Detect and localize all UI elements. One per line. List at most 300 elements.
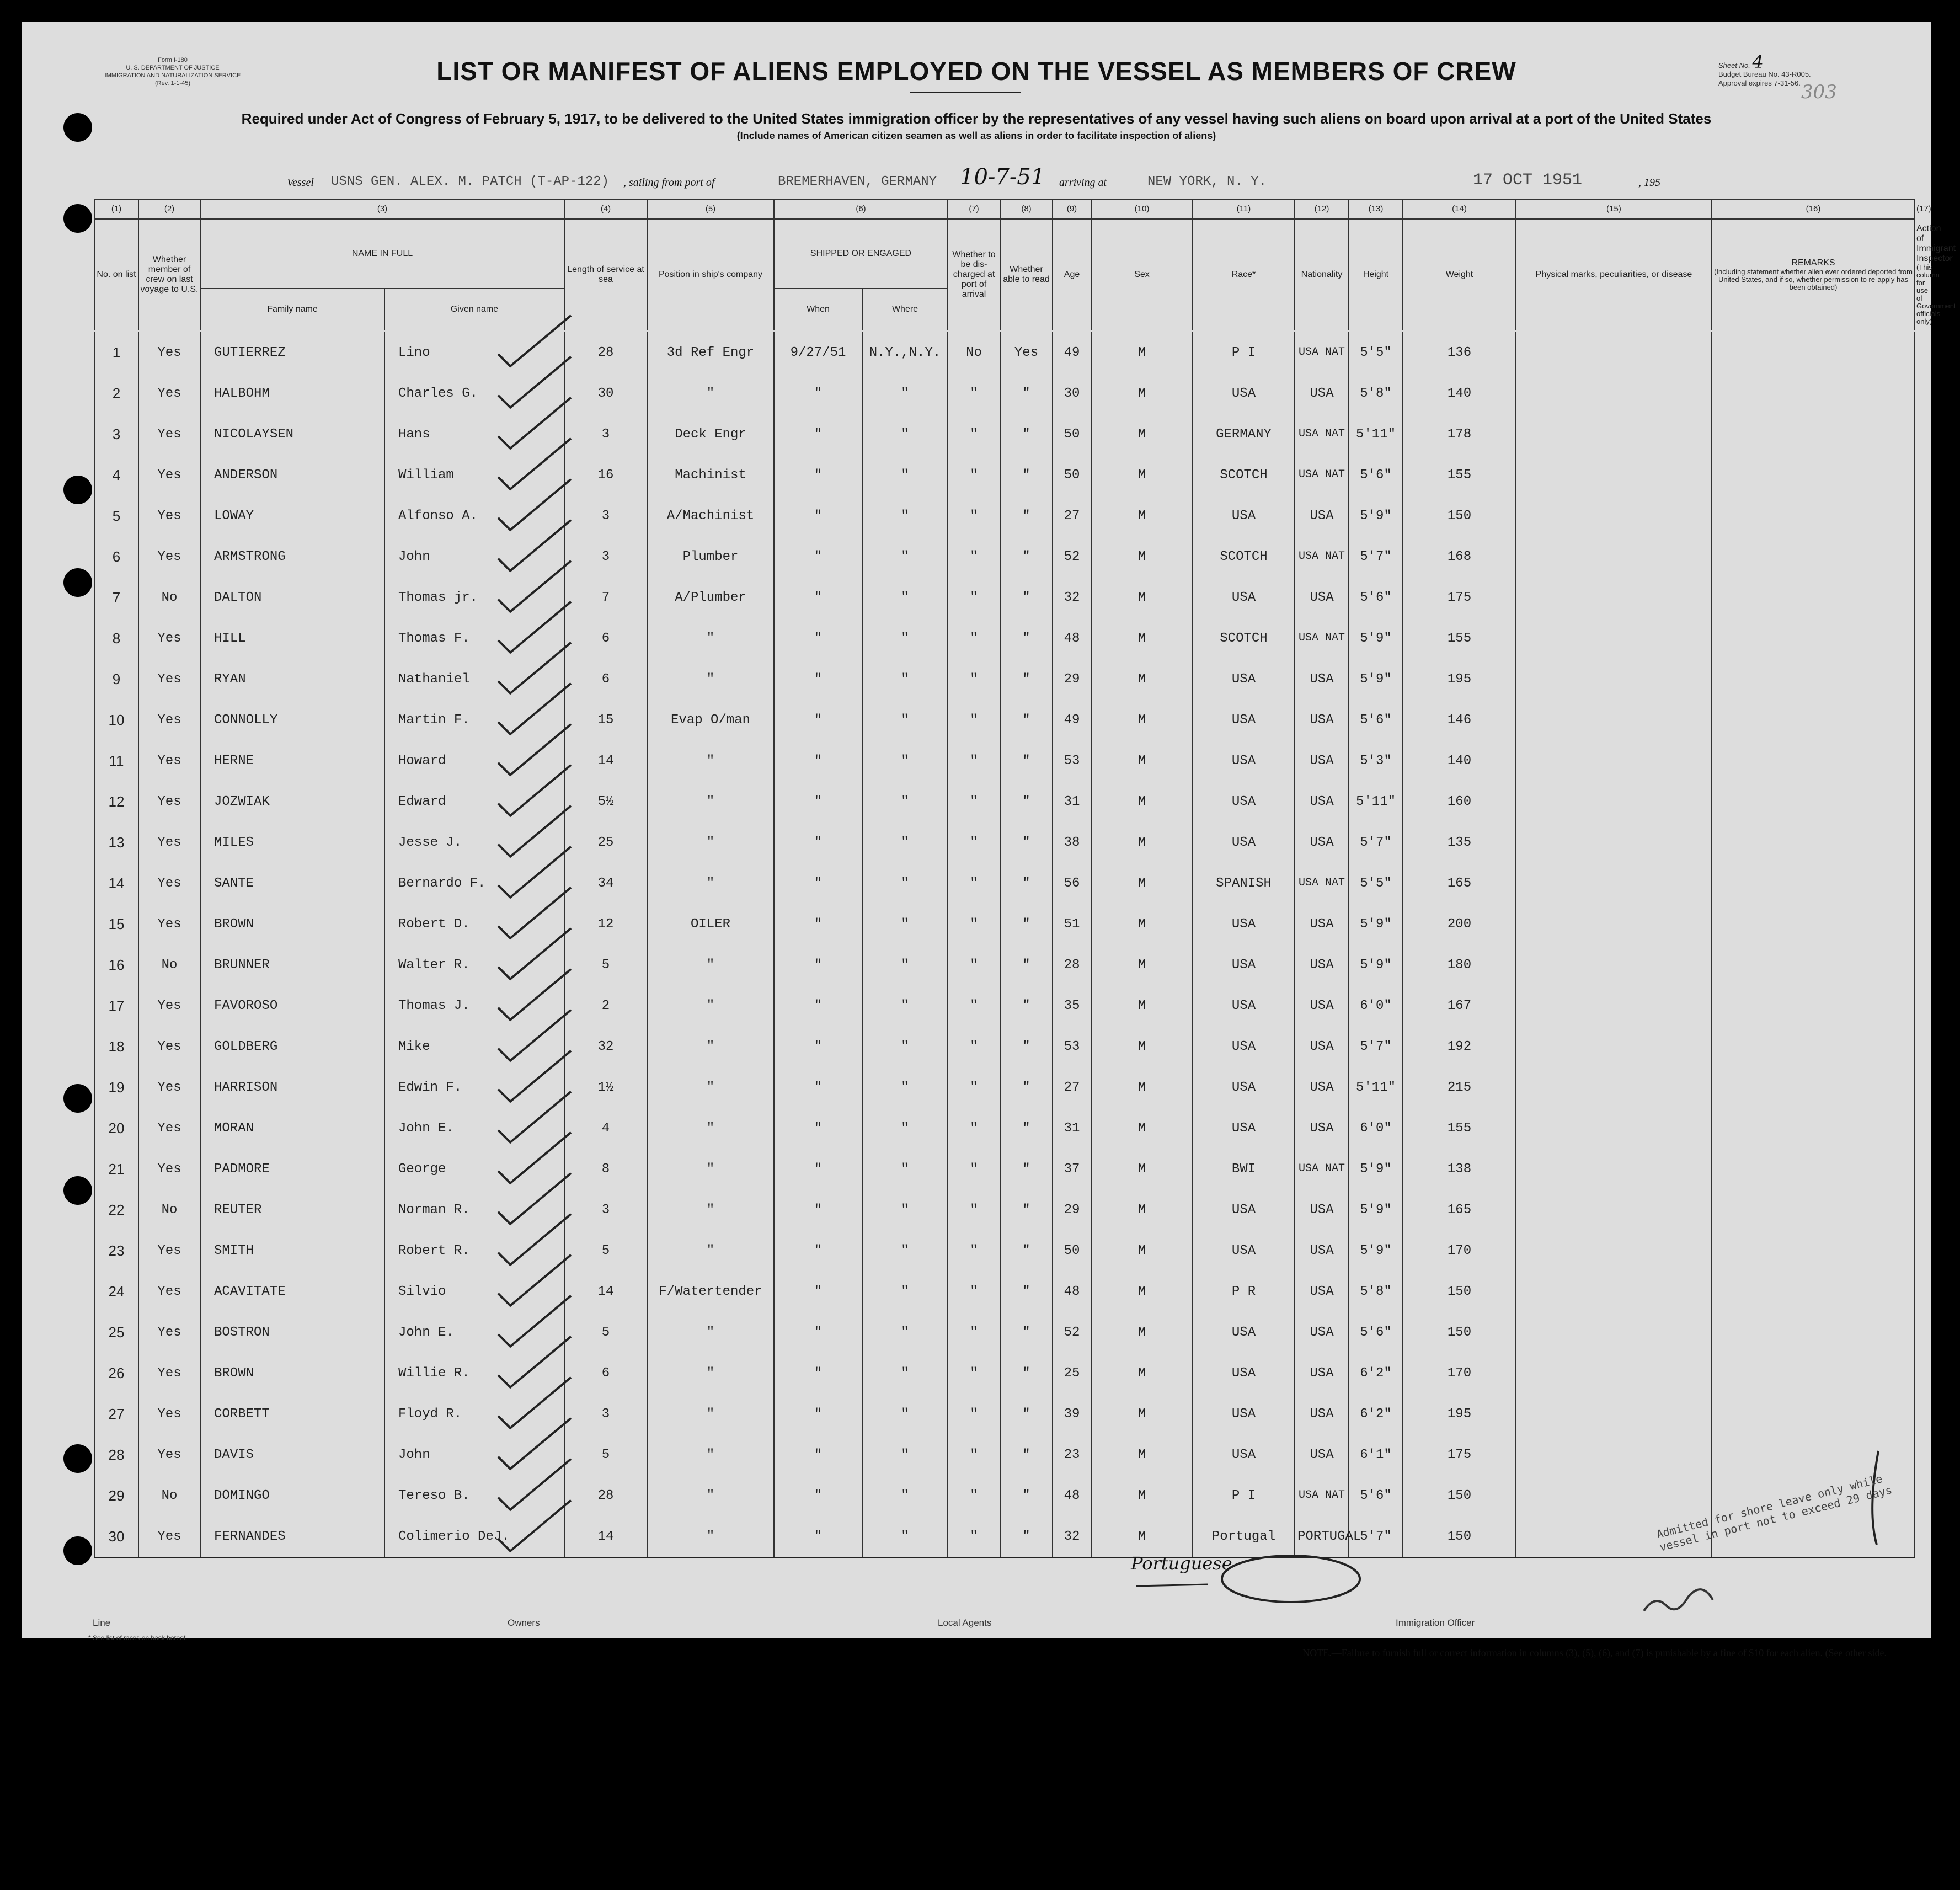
requirement-text: Required under Act of Congress of February 5, 1917, to be delivered to the United States immigration officer by the representatives of any vessel having such aliens on board upon arrival at a port of the United States — [241, 110, 1712, 127]
budget-number: Budget Bureau No. 43-R005. — [1718, 70, 1811, 78]
position: " — [647, 1394, 774, 1434]
header-age: Age — [1053, 219, 1091, 331]
age: 28 — [1053, 944, 1091, 985]
weight: 155 — [1403, 618, 1516, 659]
col-num-2: (2) — [138, 199, 200, 219]
shipped-when: " — [774, 1067, 862, 1108]
discharged: " — [948, 1434, 1000, 1475]
shipped-when: " — [774, 700, 862, 740]
height: 6'1" — [1349, 1434, 1403, 1475]
sex: M — [1091, 781, 1193, 822]
page-title: LIST OR MANIFEST OF ALIENS EMPLOYED ON THE VESSEL AS MEMBERS OF CREW — [436, 57, 1516, 86]
race: USA — [1193, 985, 1295, 1026]
race: USA — [1193, 822, 1295, 863]
position: " — [647, 1475, 774, 1516]
sex: M — [1091, 1271, 1193, 1312]
shipped-when: " — [774, 904, 862, 944]
position: " — [647, 1067, 774, 1108]
punch-hole — [63, 113, 92, 142]
shipped-when: " — [774, 1271, 862, 1312]
family-name: BROWN — [200, 1353, 384, 1394]
punch-hole — [63, 1084, 92, 1113]
height: 5'9" — [1349, 944, 1403, 985]
header-when: When — [774, 289, 862, 331]
header-race: Race* — [1193, 219, 1295, 331]
shipped-when: " — [774, 822, 862, 863]
age: 48 — [1053, 1475, 1091, 1516]
shipped-where: " — [862, 1312, 948, 1353]
able-to-read: " — [1000, 1312, 1053, 1353]
weight: 136 — [1403, 331, 1516, 373]
position: F/Watertender — [647, 1271, 774, 1312]
age: 50 — [1053, 455, 1091, 495]
given-name: Nathaniel — [384, 659, 564, 700]
shipped-where: " — [862, 863, 948, 904]
strike-through-mark — [1136, 1584, 1208, 1586]
row-number: 3 — [94, 414, 138, 455]
height: 5'6" — [1349, 1475, 1403, 1516]
discharged: " — [948, 373, 1000, 414]
race: USA — [1193, 1312, 1295, 1353]
admitted-stamp: Admitted for shore leave only while vessel in port not to exceed 29 days — [1655, 1472, 1894, 1554]
nationality: USA — [1295, 1108, 1349, 1149]
race: USA — [1193, 1026, 1295, 1067]
given-name: Walter R. — [384, 944, 564, 985]
age: 38 — [1053, 822, 1091, 863]
able-to-read: " — [1000, 863, 1053, 904]
discharged: " — [948, 1312, 1000, 1353]
row-number: 28 — [94, 1434, 138, 1475]
shipped-where: " — [862, 577, 948, 618]
weight: 140 — [1403, 740, 1516, 781]
annotation-layer — [22, 22, 1931, 1638]
race: USA — [1193, 1189, 1295, 1230]
member-last-voyage: Yes — [138, 1271, 200, 1312]
nationality: USA NAT — [1295, 1149, 1349, 1189]
row-number: 24 — [94, 1271, 138, 1312]
shipped-when: " — [774, 863, 862, 904]
age: 52 — [1053, 536, 1091, 577]
given-name: William — [384, 455, 564, 495]
length-service: 12 — [564, 904, 647, 944]
weight: 150 — [1403, 1312, 1516, 1353]
given-name: John E. — [384, 1108, 564, 1149]
shipped-where: " — [862, 822, 948, 863]
weight: 150 — [1403, 495, 1516, 536]
age: 23 — [1053, 1434, 1091, 1475]
row-number: 27 — [94, 1394, 138, 1434]
given-name: Silvio — [384, 1271, 564, 1312]
length-service: 32 — [564, 1026, 647, 1067]
member-last-voyage: Yes — [138, 1230, 200, 1271]
race: SCOTCH — [1193, 618, 1295, 659]
height: 5'5" — [1349, 863, 1403, 904]
race: P R — [1193, 1271, 1295, 1312]
able-to-read: " — [1000, 414, 1053, 455]
sex: M — [1091, 904, 1193, 944]
remarks-title: REMARKS — [1791, 258, 1835, 268]
sex: M — [1091, 1312, 1193, 1353]
discharged: " — [948, 822, 1000, 863]
race: USA — [1193, 740, 1295, 781]
header-nationality: Nationality — [1295, 219, 1349, 331]
weight: 160 — [1403, 781, 1516, 822]
row-number: 30 — [94, 1516, 138, 1558]
length-service: 1½ — [564, 1067, 647, 1108]
height: 5'5" — [1349, 331, 1403, 373]
member-last-voyage: Yes — [138, 1434, 200, 1475]
header-sex: Sex — [1091, 219, 1193, 331]
weight: 150 — [1403, 1516, 1516, 1558]
member-last-voyage: Yes — [138, 1394, 200, 1434]
position: " — [647, 1434, 774, 1475]
height: 5'9" — [1349, 1149, 1403, 1189]
service: IMMIGRATION AND NATURALIZATION SERVICE — [104, 72, 241, 79]
header-no-on-list: No. on list — [94, 219, 138, 331]
nationality: USA — [1295, 577, 1349, 618]
nationality: USA — [1295, 985, 1349, 1026]
able-to-read: " — [1000, 1475, 1053, 1516]
row-number: 5 — [94, 495, 138, 536]
able-to-read: " — [1000, 1394, 1053, 1434]
given-name: Edwin F. — [384, 1067, 564, 1108]
family-name: JOZWIAK — [200, 781, 384, 822]
family-name: PADMORE — [200, 1149, 384, 1189]
age: 48 — [1053, 618, 1091, 659]
discharged: " — [948, 1149, 1000, 1189]
family-name: BRUNNER — [200, 944, 384, 985]
given-name: Howard — [384, 740, 564, 781]
family-name: GOLDBERG — [200, 1026, 384, 1067]
discharged: " — [948, 904, 1000, 944]
position: " — [647, 659, 774, 700]
age: 27 — [1053, 495, 1091, 536]
weight: 165 — [1403, 863, 1516, 904]
nationality: USA — [1295, 944, 1349, 985]
shipped-when: " — [774, 618, 862, 659]
punch-hole — [63, 1444, 92, 1473]
able-to-read: " — [1000, 1230, 1053, 1271]
shipped-when: " — [774, 1475, 862, 1516]
position: " — [647, 1108, 774, 1149]
col-num-12: (12) — [1295, 199, 1349, 219]
member-last-voyage: Yes — [138, 1353, 200, 1394]
shipped-when: 9/27/51 — [774, 331, 862, 373]
checkmark-icon — [498, 316, 571, 366]
sex: M — [1091, 455, 1193, 495]
sex: M — [1091, 1394, 1193, 1434]
weight: 155 — [1403, 1108, 1516, 1149]
nationality: USA — [1295, 1434, 1349, 1475]
weight: 170 — [1403, 1230, 1516, 1271]
able-to-read: " — [1000, 944, 1053, 985]
shipped-where: " — [862, 1230, 948, 1271]
member-last-voyage: Yes — [138, 536, 200, 577]
age: 32 — [1053, 577, 1091, 618]
position: A/Plumber — [647, 577, 774, 618]
age: 49 — [1053, 700, 1091, 740]
sheet-number: 4 — [1752, 51, 1764, 72]
shipped-when: " — [774, 985, 862, 1026]
shipped-where: " — [862, 1394, 948, 1434]
shipped-when: " — [774, 373, 862, 414]
shipped-when: " — [774, 1312, 862, 1353]
able-to-read: " — [1000, 495, 1053, 536]
member-last-voyage: Yes — [138, 781, 200, 822]
revision: (Rev. 1-1-45) — [155, 80, 190, 87]
discharged: " — [948, 1108, 1000, 1149]
member-last-voyage: Yes — [138, 618, 200, 659]
header-weight: Weight — [1403, 219, 1516, 331]
height: 5'9" — [1349, 495, 1403, 536]
discharged: " — [948, 863, 1000, 904]
discharged: " — [948, 414, 1000, 455]
family-name: HALBOHM — [200, 373, 384, 414]
length-service: 15 — [564, 700, 647, 740]
race: USA — [1193, 781, 1295, 822]
weight: 155 — [1403, 455, 1516, 495]
weight: 135 — [1403, 822, 1516, 863]
member-last-voyage: No — [138, 577, 200, 618]
family-name: NICOLAYSEN — [200, 414, 384, 455]
discharged: " — [948, 618, 1000, 659]
crew-manifest-table: (1) (2) (3) (4) (5) (6) (7) (8) (9) (10) (11) (12) (13) (14) (15) (16) (17) No. on list Whether member of crew on last voyage to U.S. NAME IN FULL Length of service at sea Position in ship's company SHIPPED OR ENGAGED Whether to be dis-charged at port of arrival Whether able to read Age Sex Race* Nationality Height Weight Physical marks, peculiarities, or disease REMARKS (Including statement whether alien ever ordered deported from United States, and if so, whether permission to re-apply has been obtained) Action of Immigrant Inspector (This column for use of Government officials only) Family name Given name When Where 1 Yes GUTIERREZ Lino 28 3d Ref Engr 9/27/51 N.Y.,N.Y. No Yes 49 M P I USA NAT 5'5" 136 2 Yes HALBOHM Charles G. 30 " " " " " 30 M USA USA 5'8" 140 3 Yes NICOLAYSEN Hans 3 Deck Engr " " " " 50 M GERMANY USA NAT 5'11" 178 4 Yes ANDERSON William 16 Machinist " " " " 50 M SCOTCH USA NAT 5'6" 155 5 Yes LOWAY Alfonso A. 3 A/Machinist " " " " 27 M USA USA 5'9" 150 6 Yes ARMSTRONG John 3 Plumber " " " " 52 M SCOTCH USA NAT 5'7" 168 7 No DALTON Thomas jr. 7 A/Plumber " " " " 32 M USA USA 5'6" 175 8 Yes HILL Thomas F. 6 " " " " " 48 M SCOTCH USA NAT 5'9" 155 9 Yes RYAN Nathaniel 6 " " " " " 29 M USA USA 5'9" 195 10 Yes CONNOLLY Martin F. 15 Evap O/man " " " " 49 M USA USA 5'6" 146 11 Yes HERNE Howard 14 " " " " " 53 M USA USA 5'3" 140 12 Yes JOZWIAK Edward 5½ " " " " " 31 M USA USA 5'11" 160 13 Yes MILES Jesse J. 25 " " " " " 38 M USA USA 5'7" 135 14 Yes SANTE Bernardo F. 34 " " " " " 56 M SPANISH USA NAT 5'5" 165 15 Yes BROWN Robert D. 12 OILER " " " " 51 M USA USA 5'9" 200 16 No BRUNNER Walter R. 5 " " " " " 28 M USA USA 5'9" 180 17 Yes FAVOROSO Thomas J. 2 " " " " " 35 M USA USA 6'0" 167 18 Yes GOLDBERG Mike 32 " " " " " 53 M USA USA 5'7" 192 19 Yes HARRISON Edwin F. 1½ " " " " " 27 M USA USA 5'11" 215 20 Yes MORAN John E. 4 " " " " " 31 M USA USA 6'0" 155 21 Yes PADMORE George 8 " " " " " 37 M BWI USA NAT 5'9" 138 22 No REUTER Norman R. 3 " " " " " 29 M USA USA 5'9" 165 23 Yes SMITH Robert R. 5 " " " " " 50 M USA USA 5'9" 170 24 Yes ACAVITATE Silvio 14 F/Watertender " " " " 48 M P R USA 5'8" 150 25 Yes BOSTRON John E. 5 " " " " " 52 M USA USA 5'6" 150 26 Yes BROWN Willie R. 6 " " " " " 25 M USA USA 6'2" 170 27 Yes CORBETT Floyd R. 3 " " " " " 39 M USA USA 6'2" 195 28 Yes DAVIS John 5 " " " " " 23 M USA USA 6'1" 175 29 No DOMINGO Tereso B. 28 " " " " " 48 M P I USA NAT 5'6" 150 30 Yes FERNANDES Colimerio DeJ. 14 " " " " " 32 M Portugal PORTUGAL 5'7" 150 — [94, 199, 1915, 1558]
weight: 138 — [1403, 1149, 1516, 1189]
include-note: (Include names of American citizen seamen as well as aliens in order to facilitate inspection of aliens) — [736, 130, 1216, 141]
nationality: USA NAT — [1295, 331, 1349, 373]
shipped-when: " — [774, 1189, 862, 1230]
shipped-when: " — [774, 944, 862, 985]
shipped-when: " — [774, 1149, 862, 1189]
nationality: USA — [1295, 904, 1349, 944]
able-to-read: " — [1000, 822, 1053, 863]
shipped-where: " — [862, 1434, 948, 1475]
family-name: SMITH — [200, 1230, 384, 1271]
length-service: 8 — [564, 1149, 647, 1189]
length-service: 25 — [564, 822, 647, 863]
length-service: 14 — [564, 1271, 647, 1312]
footer-owners: Owners — [508, 1617, 540, 1628]
header-length-service: Length of service at sea — [564, 219, 647, 331]
position: " — [647, 1149, 774, 1189]
height: 5'8" — [1349, 373, 1403, 414]
position: Deck Engr — [647, 414, 774, 455]
header-discharged: Whether to be dis-charged at port of arrival — [948, 219, 1000, 331]
weight: 192 — [1403, 1026, 1516, 1067]
shipped-where: " — [862, 985, 948, 1026]
age: 53 — [1053, 740, 1091, 781]
family-name: ACAVITATE — [200, 1271, 384, 1312]
sex: M — [1091, 700, 1193, 740]
race: USA — [1193, 1434, 1295, 1475]
position: " — [647, 781, 774, 822]
height: 5'7" — [1349, 822, 1403, 863]
family-name: CONNOLLY — [200, 700, 384, 740]
footer-immigration-officer: Immigration Officer — [1396, 1617, 1475, 1628]
nationality: USA — [1295, 822, 1349, 863]
race: USA — [1193, 373, 1295, 414]
row-number: 12 — [94, 781, 138, 822]
age: 31 — [1053, 781, 1091, 822]
position: " — [647, 1312, 774, 1353]
header-name-in-full: NAME IN FULL — [200, 219, 564, 289]
checkmark-group — [498, 316, 571, 1551]
race: USA — [1193, 904, 1295, 944]
able-to-read: " — [1000, 455, 1053, 495]
length-service: 34 — [564, 863, 647, 904]
nationality: USA NAT — [1295, 863, 1349, 904]
family-name: CORBETT — [200, 1394, 384, 1434]
race: USA — [1193, 1353, 1295, 1394]
discharged: " — [948, 536, 1000, 577]
position: " — [647, 1353, 774, 1394]
row-number: 7 — [94, 577, 138, 618]
header-able-to-read: Whether able to read — [1000, 219, 1053, 331]
nationality: USA — [1295, 1353, 1349, 1394]
age: 48 — [1053, 1271, 1091, 1312]
family-name: BOSTRON — [200, 1312, 384, 1353]
member-last-voyage: Yes — [138, 659, 200, 700]
race-correction: Portuguese — [1131, 1553, 1232, 1574]
able-to-read: " — [1000, 1353, 1053, 1394]
nationality: USA NAT — [1295, 618, 1349, 659]
row-number: 20 — [94, 1108, 138, 1149]
height: 5'11" — [1349, 414, 1403, 455]
shipped-when: " — [774, 781, 862, 822]
given-name: Thomas J. — [384, 985, 564, 1026]
member-last-voyage: Yes — [138, 700, 200, 740]
sex: M — [1091, 1516, 1193, 1558]
footer-line: Line — [93, 1617, 111, 1628]
family-name: SANTE — [200, 863, 384, 904]
race: SCOTCH — [1193, 536, 1295, 577]
height: 5'7" — [1349, 1516, 1403, 1558]
shipped-when: " — [774, 659, 862, 700]
header-given-name: Given name — [384, 289, 564, 331]
weight: 175 — [1403, 1434, 1516, 1475]
nationality: USA — [1295, 495, 1349, 536]
race: USA — [1193, 1108, 1295, 1149]
race: USA — [1193, 495, 1295, 536]
sex: M — [1091, 414, 1193, 455]
length-service: 14 — [564, 1516, 647, 1558]
able-to-read: " — [1000, 904, 1053, 944]
discharged: " — [948, 985, 1000, 1026]
race: SCOTCH — [1193, 455, 1295, 495]
sex: M — [1091, 863, 1193, 904]
nationality: USA — [1295, 740, 1349, 781]
age: 25 — [1053, 1353, 1091, 1394]
age: 29 — [1053, 1189, 1091, 1230]
member-last-voyage: Yes — [138, 331, 200, 373]
height: 5'7" — [1349, 536, 1403, 577]
shipped-where: " — [862, 659, 948, 700]
length-service: 4 — [564, 1108, 647, 1149]
given-name: Hans — [384, 414, 564, 455]
nationality: USA NAT — [1295, 414, 1349, 455]
sex: M — [1091, 331, 1193, 373]
nationality: USA — [1295, 1394, 1349, 1434]
able-to-read: " — [1000, 618, 1053, 659]
shipped-when: " — [774, 1394, 862, 1434]
given-name: Bernardo F. — [384, 863, 564, 904]
age: 29 — [1053, 659, 1091, 700]
able-to-read: " — [1000, 1434, 1053, 1475]
stamp-number: 303 — [1801, 81, 1837, 103]
length-service: 28 — [564, 331, 647, 373]
able-to-read: " — [1000, 536, 1053, 577]
height: 5'9" — [1349, 1189, 1403, 1230]
shipped-when: " — [774, 455, 862, 495]
shipped-where: " — [862, 455, 948, 495]
shipped-where: " — [862, 740, 948, 781]
vessel-label: Vessel — [287, 177, 314, 189]
sail-date: 10-7-51 — [960, 164, 1045, 190]
race: GERMANY — [1193, 414, 1295, 455]
shipped-where: " — [862, 1516, 948, 1558]
portugal-circle — [1222, 1556, 1360, 1602]
height: 6'2" — [1349, 1353, 1403, 1394]
age: 53 — [1053, 1026, 1091, 1067]
col-num-1: (1) — [94, 199, 138, 219]
shipped-where: " — [862, 1026, 948, 1067]
length-service: 6 — [564, 618, 647, 659]
shipped-when: " — [774, 414, 862, 455]
member-last-voyage: Yes — [138, 1026, 200, 1067]
shipped-when: " — [774, 536, 862, 577]
shipped-where: " — [862, 700, 948, 740]
sex: M — [1091, 822, 1193, 863]
member-last-voyage: Yes — [138, 455, 200, 495]
header-physical-marks: Physical marks, peculiarities, or disease — [1516, 219, 1712, 331]
sailing-label: , sailing from port of — [623, 177, 715, 189]
given-name: Jesse J. — [384, 822, 564, 863]
shipped-where: " — [862, 1271, 948, 1312]
row-number: 15 — [94, 904, 138, 944]
weight: 215 — [1403, 1067, 1516, 1108]
length-service: 5 — [564, 1434, 647, 1475]
sailing-port: BREMERHAVEN, GERMANY — [778, 174, 937, 189]
footer-local-agents: Local Agents — [938, 1617, 992, 1628]
length-service: 5 — [564, 944, 647, 985]
able-to-read: Yes — [1000, 331, 1053, 373]
col-num-10: (10) — [1091, 199, 1193, 219]
able-to-read: " — [1000, 781, 1053, 822]
sex: M — [1091, 985, 1193, 1026]
weight: 165 — [1403, 1189, 1516, 1230]
row-number: 10 — [94, 700, 138, 740]
member-last-voyage: Yes — [138, 1516, 200, 1558]
col-num-9: (9) — [1053, 199, 1091, 219]
family-name: LOWAY — [200, 495, 384, 536]
shipped-when: " — [774, 1434, 862, 1475]
weight: 146 — [1403, 700, 1516, 740]
given-name: Edward — [384, 781, 564, 822]
able-to-read: " — [1000, 1149, 1053, 1189]
sex: M — [1091, 944, 1193, 985]
discharged: " — [948, 577, 1000, 618]
given-name: John E. — [384, 1312, 564, 1353]
handwritten-annotations — [1136, 1451, 1878, 1611]
member-last-voyage: Yes — [138, 414, 200, 455]
shipped-where: " — [862, 414, 948, 455]
length-service: 6 — [564, 1353, 647, 1394]
position: 3d Ref Engr — [647, 331, 774, 373]
department: U. S. DEPARTMENT OF JUSTICE — [126, 65, 220, 71]
row-number: 9 — [94, 659, 138, 700]
height: 6'0" — [1349, 985, 1403, 1026]
family-name: HERNE — [200, 740, 384, 781]
